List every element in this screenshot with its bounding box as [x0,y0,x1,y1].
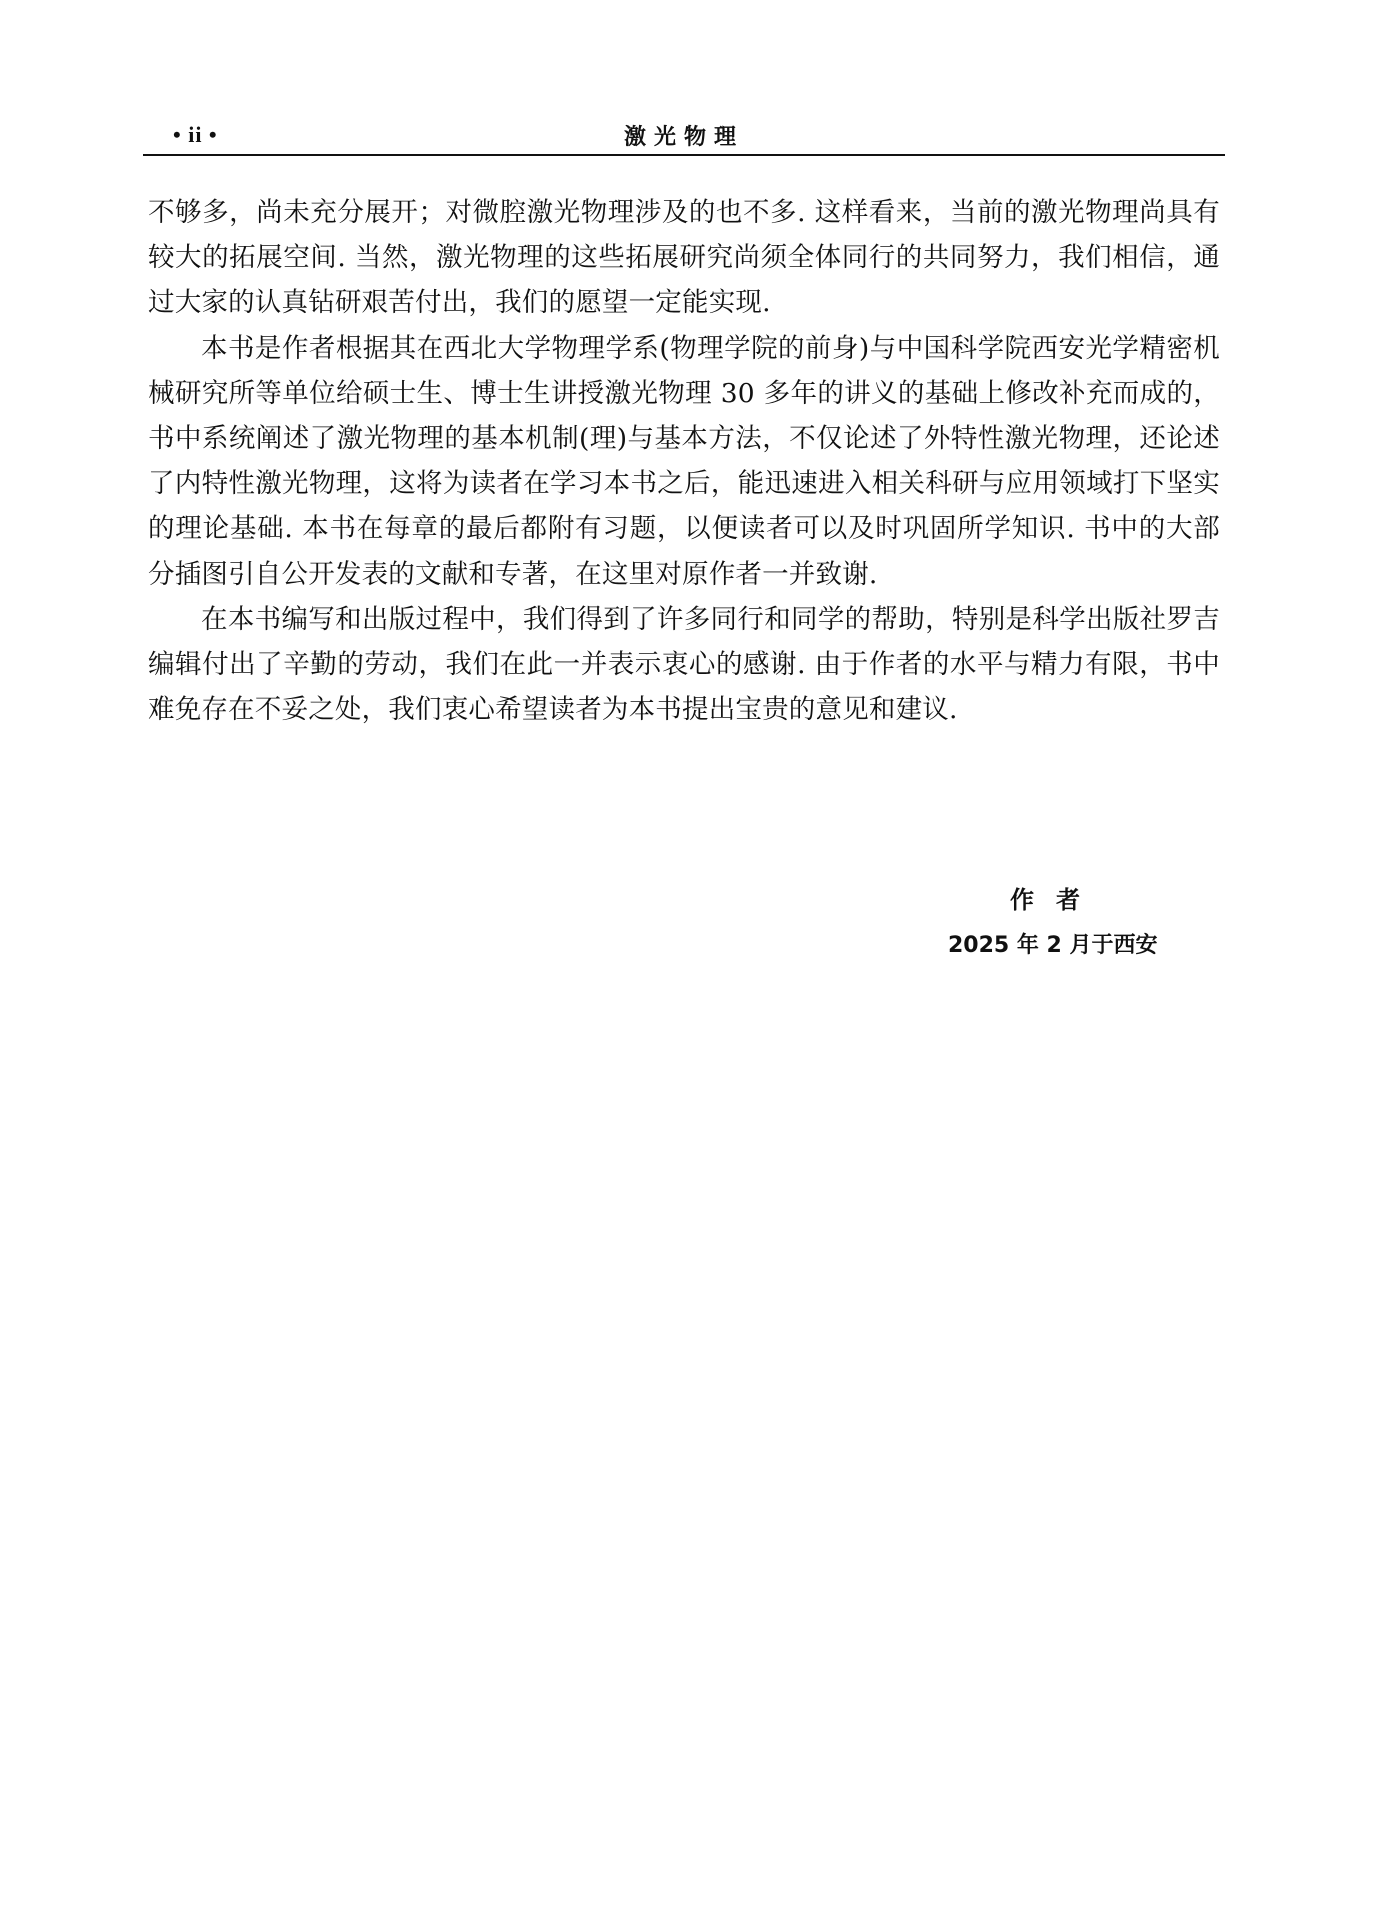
page-number: • ii • [173,122,218,147]
page-header [143,118,1225,156]
running-title: 激光物理 [623,125,744,150]
paragraph-book-origin: 本书是作者根据其在西北大学物理学系(物理学院的前身)与中国科学院西安光学精密机械研究所等单位给硕士生、博士生讲授激光物理 30 多年的讲义的基础上修改补充而成的，书中系统阐述了激光物理的基本机制(理)与基本方法，不仅论述了外特性激光物理，还论述了内特性激光物理，这将为读者在学习本书之后，能迅速进入相关科研与应用领域打下坚实的理论基础. 本书在每章的最后都附有习题，以便读者可以及时巩固所学知识. 书中的大部分插图引自公开发表的文献和专著，在这里对原作者一并致谢. [148,332,1220,590]
paragraph-acknowledgements: 在本书编写和出版过程中，我们得到了许多同行和同学的帮助，特别是科学出版社罗吉编辑付出了辛勤的劳动，我们在此一并表示衷心的感谢. 由于作者的水平与精力有限，书中难免存在不妥之处，我们衷心希望读者为本书提出宝贵的意见和建议. [148,603,1220,726]
author-signature: 作者 [1010,886,1102,914]
signature-date: 2025 年 2 月于西安 [948,933,1158,958]
paragraph-continued: 不够多，尚未充分展开；对微腔激光物理涉及的也不多. 这样看来，当前的激光物理尚具有较大的拓展空间. 当然，激光物理的这些拓展研究尚须全体同行的共同努力，我们相信，通过大家的认真钻研艰苦付出，我们的愿望一定能实现. [148,197,1220,319]
body-text [148,190,1220,732]
